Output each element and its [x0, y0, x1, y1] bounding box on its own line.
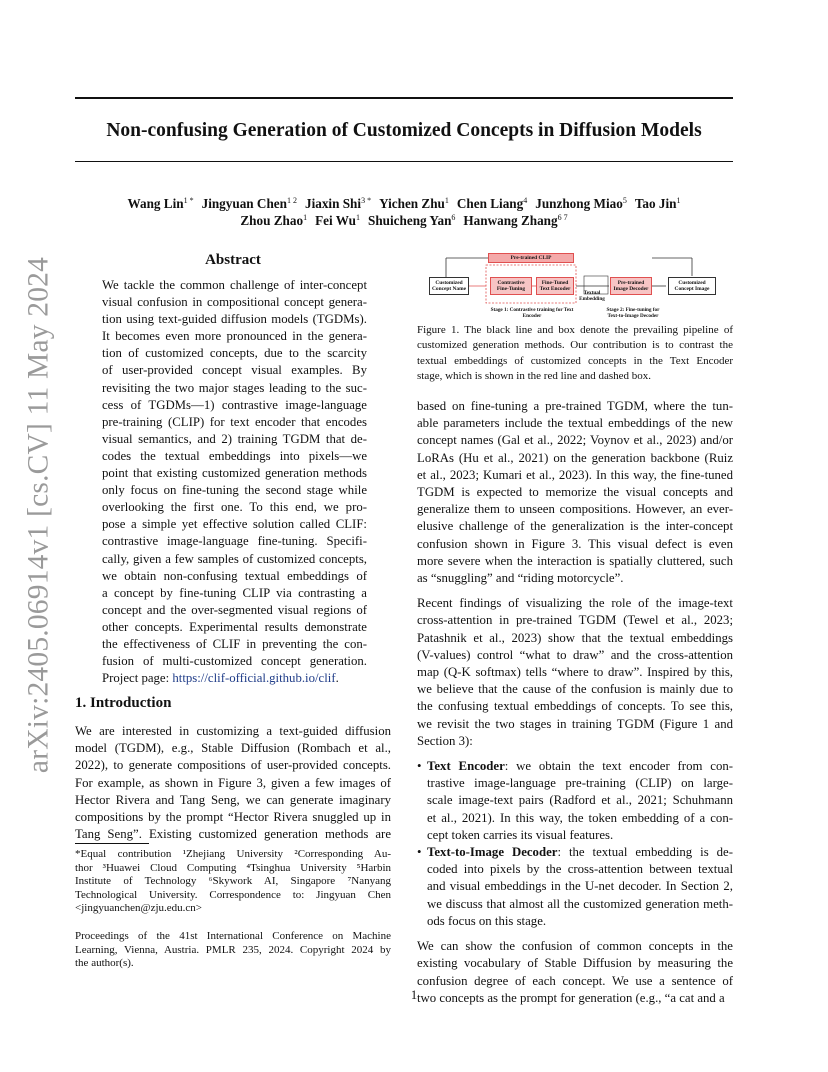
abstract-line: cess of TGDMs—1) contrastive image-language: [102, 397, 367, 412]
author-affiliation-mark: 3 *: [361, 196, 372, 205]
caption-line: Figure 1. The black line and box denote the prevailing pipeline of: [417, 324, 733, 336]
introduction-line: compositions by the prompt “Hector Rivera snuggled up in: [75, 810, 391, 825]
abstract-line: contrastive image-language fine-tuning. Specifi-: [102, 534, 367, 549]
author-affiliation-mark: 4: [523, 196, 528, 205]
abstract-heading: Abstract: [205, 252, 261, 268]
finetuned-text-encoder-box: Fine-Tuned Text Encoder: [536, 277, 574, 295]
abstract-line: a concept by fine-tuning CLIP via contrasting a: [102, 585, 367, 600]
pretrained-clip-box: Pre-trained CLIP: [488, 253, 574, 263]
author-name: Junzhong Miao$^5$: [535, 196, 627, 211]
bullet-lead: Text-to-Image Decoder: [427, 845, 558, 860]
author-affiliation-mark: 5: [622, 196, 627, 205]
proceedings-note: [75, 930, 391, 971]
caption-line: textual embeddings of customized concepts in the Text Encoder: [417, 354, 733, 367]
paragraph-line: as “snuggling” and “riding motorcycle”.: [417, 571, 624, 586]
author-affiliation-mark: 1: [303, 213, 308, 222]
footnote-line: Technological University. Correspondence to: Jingyuan Chen: [75, 888, 391, 901]
bullet-line: and visual embeddings in the U-net decoder. In Section 2,: [427, 879, 733, 894]
abstract-line: codes the textual embeddings into pixels—we: [102, 448, 367, 463]
section-heading-introduction: 1. Introduction: [75, 695, 172, 711]
bullet-line: trastive image-language pre-training (CLIP) on large-: [427, 776, 733, 791]
author-name: Jiaxin Shi$^{3 *}$: [304, 196, 372, 211]
paragraph-line: confusion degree of each concept. We use a sentence of: [417, 973, 733, 988]
abstract-line: It becomes even more pronounced in the genera-: [102, 329, 367, 344]
author-affiliation-mark: 1: [676, 196, 681, 205]
caption-line: stage, which is shown in the red line and dashed box.: [417, 370, 652, 383]
paragraph-line: we believe that the cause of the confusion is mainly due to: [417, 682, 733, 697]
abstract-line: visual semantics, and 2) training TGDM that de-: [102, 431, 367, 446]
paragraph-line: We can show the confusion of common concepts in the: [417, 939, 733, 954]
paragraph-line: based on fine-tuning a pre-trained TGDM, where the tun-: [417, 399, 733, 413]
bullet-line: ods focus on this stage.: [427, 913, 547, 928]
author-name: Shuicheng Yan$^6$: [367, 213, 456, 228]
stage-1-label: Stage 1: Contrastive training for Text Encoder: [490, 307, 574, 319]
bullet-marker: •: [417, 759, 422, 774]
footnote-rule: [75, 843, 149, 844]
footnote-line: *Equal contribution ¹Zhejiang University ²Corresponding Au-: [75, 848, 391, 860]
paragraph-line: et al., 2023; Kumari et al., 2023). In this way, the fine-tuned: [417, 467, 733, 482]
author-name: Jingyuan Chen$^{1 2}$: [201, 196, 297, 211]
caption-line: customized generation methods. Our contribution is to contrast the: [417, 339, 733, 352]
paragraph-line: Section 3):: [417, 733, 473, 748]
author-affiliation-mark: 6: [451, 213, 456, 222]
paper-title: Non-confusing Generation of Customized Concepts in Diffusion Models: [106, 120, 702, 141]
figure-1-caption: [417, 323, 733, 385]
stage-2-label: Stage 2: Fine-tuning for Text-to-Image Decoder: [606, 307, 660, 319]
bullet-line: cept token carries its visual features.: [427, 827, 614, 842]
author-affiliation-mark: 6 7: [557, 213, 568, 222]
paragraph-line: LoRAs (Hu et al., 2021) on the generation backbone (Ruiz: [417, 450, 733, 465]
pretrained-image-decoder-box: Pre-trained Image Decoder: [610, 277, 652, 295]
abstract-line: of user-provided concept visual examples. By: [102, 363, 367, 378]
introduction-line: model (TGDM), e.g., Stable Diffusion (Rombach et al.,: [75, 741, 391, 756]
abstract-line: cally, given a few samples of customized concepts,: [102, 551, 367, 566]
project-page-link[interactable]: https://clif-official.github.io/clif: [172, 671, 336, 686]
author-list-line-2: [75, 209, 733, 229]
paragraph-line: TGDM is expected to memorize the visual concepts and: [417, 485, 733, 500]
author-name: Hanwang Zhang$^{6 7}$: [463, 213, 568, 228]
introduction-line: For example, as shown in Figure 3, given a few images of: [75, 775, 391, 790]
paragraph-line: the confusing textual embeddings of concepts. To see this,: [417, 699, 733, 714]
introduction-line: Hector Rivera and Tang Seng, we can generate imaginary: [75, 792, 391, 807]
customized-concept-name-box: Customized Concept Name: [429, 277, 469, 295]
paragraph-line: elusive challenge of the generalization is the inter-concept: [417, 519, 733, 534]
introduction-body: [75, 723, 391, 843]
footnote-line: Institute of Technology ⁶Skywork AI, Singapore ⁷Nanyang: [75, 875, 391, 888]
paragraph-line: able parameters include the textual embeddings of the new: [417, 416, 733, 431]
bullet-lead: Text Encoder: [427, 759, 505, 774]
abstract-line: visual confusion in compositional concept genera-: [102, 295, 367, 310]
paragraph-line: we revisit the two stages in training TGDM (Figure 1 and: [417, 716, 733, 731]
author-name: Yichen Zhu$^1$: [379, 196, 449, 211]
project-page-suffix: .: [335, 671, 339, 686]
contrastive-finetuning-box: Contrastive Fine-Tuning: [490, 277, 532, 295]
textual-embedding-label: Textual Embedding: [579, 290, 605, 302]
abstract-line: fusion of multi-customized concept generation.: [102, 654, 367, 669]
arxiv-identifier: arXiv:2405.06914v1 [cs.CV] 11 May 2024: [22, 256, 55, 774]
abstract-line: point that existing customized generation methods: [102, 466, 367, 481]
proceedings-line: Proceedings of the 41st International Conference on Machine: [75, 930, 391, 942]
bullet-text-encoder: [417, 758, 733, 844]
abstract-line: concept and the over-segmented visual regions of: [102, 602, 367, 617]
abstract-line: pose a simple yet effective solution called CLIF:: [102, 517, 367, 532]
bullet-line: we discuss that almost all the customized generation meth-: [427, 896, 733, 911]
customized-concept-image-box: Customized Concept Image: [668, 277, 716, 295]
abstract-line: we obtain non-confusing textual embeddings of: [102, 568, 367, 583]
abstract-line: the effectiveness of CLIF in preventing the con-: [102, 636, 367, 651]
figure-1-diagram: [424, 250, 720, 322]
abstract-line: other concepts. Experimental results demonstrate: [102, 619, 367, 634]
abstract-line: tion of customized concepts, due to the scarcity: [102, 346, 367, 361]
author-name: Zhou Zhao$^1$: [240, 213, 308, 228]
paragraph-line: Patashnik et al., 2023) show that the textual embeddings: [417, 630, 733, 645]
paragraph-line: map (Q-K softmax) tells “where to draw”. Inspired by this,: [417, 665, 733, 680]
paragraph-gap: [417, 587, 733, 595]
bullet-line: scale image-text pairs (Radford et al., 2021; Schuhmann: [427, 793, 733, 808]
author-name: Wang Lin$^{1 *}$: [127, 196, 194, 211]
footnote-line: <jingyuanchen@zju.edu.cn>: [75, 902, 202, 915]
paragraph-gap: [417, 750, 733, 758]
top-rule: [75, 97, 733, 99]
proceedings-line: Learning, Vienna, Austria. PMLR 235, 2024. Copyright 2024 by: [75, 943, 391, 956]
bullet-line: coded into pixels by the cross-attention between textual: [427, 862, 733, 877]
paragraph-gap: [417, 930, 733, 938]
paragraph-line: two concepts as the prompt for generation (e.g., “a cat and a: [417, 990, 725, 1005]
paragraph-line: concept names (Gal et al., 2022; Voynov et al., 2023) and/or: [417, 433, 733, 448]
page-number: 1: [410, 988, 418, 1002]
abstract-line: pre-training (CLIP) for text encoder that encodes: [102, 414, 367, 429]
author-affiliation-mark: 1 *: [183, 196, 194, 205]
right-column-body: [417, 398, 733, 1015]
author-name: Fei Wu$^1$: [315, 213, 360, 228]
abstract-line: We tackle the common challenge of inter-concept: [102, 278, 367, 292]
proceedings-line: the author(s).: [75, 957, 134, 970]
paragraph-line: generalize them to unseen compositions. However, an ever-: [417, 502, 733, 517]
bullet-line: Text Encoder: we obtain the text encoder from con-: [427, 759, 733, 774]
paragraph-line: cross-attention in pre-trained TGDM (Tewel et al., 2023;: [417, 613, 733, 628]
abstract-line: tion using text-guided diffusion models (TGDMs).: [102, 312, 367, 327]
author-affiliation-mark: 1: [444, 196, 449, 205]
bullet-line: et al., 2021). In this way, the token embedding of a con-: [427, 810, 733, 825]
author-name: Chen Liang$^4$: [456, 196, 528, 211]
bullet-marker: •: [417, 845, 422, 860]
abstract-project-line: [102, 670, 367, 687]
project-page-label: Project page:: [102, 671, 173, 686]
introduction-line: 2022), to generate compositions of user-provided concepts.: [75, 758, 391, 773]
paragraph-line: more severe when the interaction is spatially cluttered, such: [417, 553, 733, 568]
footnote-line: thor ³Huawei Cloud Computing ⁴Tsinghua University ⁵Harbin: [75, 861, 391, 874]
bullet-line: Text-to-Image Decoder: the textual embedding is de-: [427, 845, 733, 860]
paragraph-line: confusion shown in Figure 3. This visual defect is even: [417, 536, 733, 551]
author-affiliation-mark: 1 2: [286, 196, 297, 205]
introduction-line: We are interested in customizing a text-guided diffusion: [75, 724, 391, 738]
abstract-line: revisiting the two major stages leading to the suc-: [102, 380, 367, 395]
introduction-line: Tang Seng”. Existing customized generation methods are: [75, 827, 391, 842]
abstract-line: only focus on fine-tuning the second stage while: [102, 483, 367, 498]
abstract-line: overlooking the first one. To this end, we pro-: [102, 500, 367, 515]
paragraph-line: Recent findings of visualizing the role of the image-text: [417, 596, 733, 611]
bullet-text-to-image-decoder: [417, 844, 733, 930]
author-affiliation-mark: 1: [355, 213, 360, 222]
paragraph-line: (V-values) control “what to draw” and the cross-attention: [417, 647, 733, 662]
footnote: [75, 848, 391, 916]
paragraph-line: existing vocabulary of Stable Diffusion by measuring the: [417, 956, 733, 971]
abstract-body: [102, 277, 367, 687]
author-name: Tao Jin$^1$: [634, 196, 681, 211]
paragraph-gap: [417, 1007, 733, 1015]
title-bottom-rule: [75, 161, 733, 162]
